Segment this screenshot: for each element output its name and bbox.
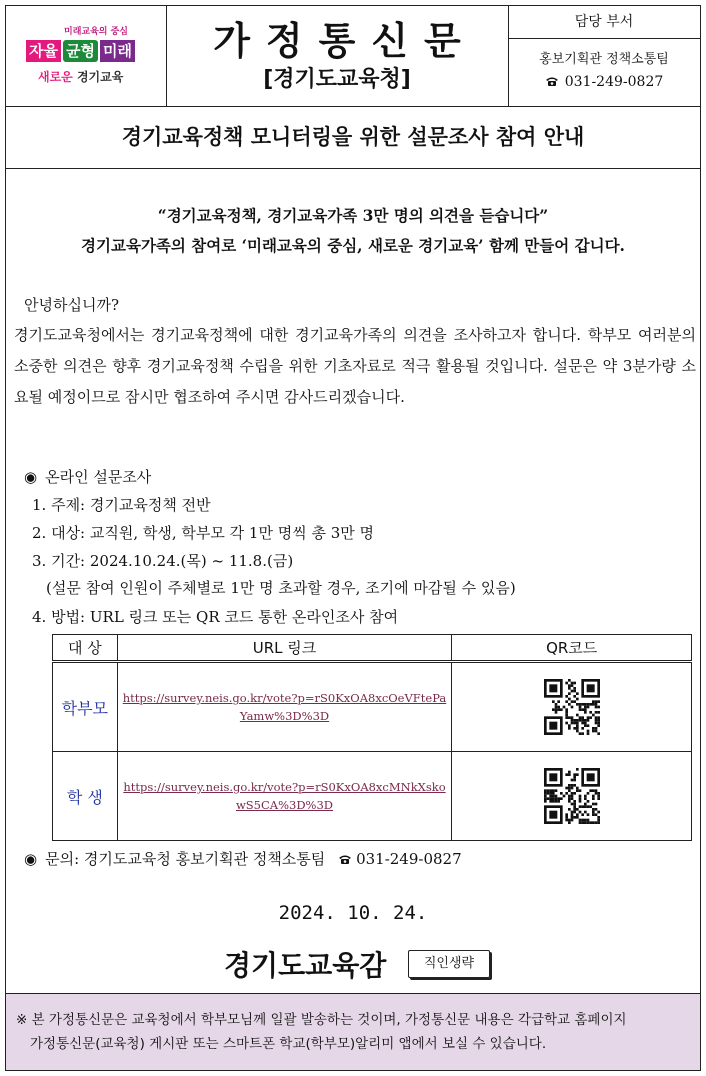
student-survey-link[interactable] bbox=[117, 752, 452, 841]
table-row bbox=[53, 752, 692, 841]
inquiry-phone: 031-249-0827 bbox=[356, 850, 462, 868]
header bbox=[6, 6, 700, 107]
logo-tagline bbox=[38, 68, 123, 85]
survey-item-topic: 1. 주제: 경기교육정책 전반 bbox=[32, 496, 211, 514]
department-name: 홍보기획관 정책소통팀 bbox=[539, 52, 669, 67]
student-qr-code[interactable] bbox=[544, 768, 600, 824]
logo-tagline-rest: 경기교육 bbox=[72, 70, 124, 84]
survey-period-note: (설문 참여 인원이 주체별로 1만 명 초과할 경우, 조기에 마감될 수 있음) bbox=[46, 579, 516, 597]
phone-icon bbox=[545, 76, 559, 87]
footer-line-2: 가정통신문(교육청) 게시판 또는 스마트폰 학교(학부모)알리미 앱에서 보실 수 있습니다. bbox=[30, 1036, 547, 1052]
parent-qr-cell bbox=[452, 662, 692, 752]
page-subtitle: [경기도교육청] bbox=[263, 67, 411, 92]
student-survey-link-text[interactable]: https://survey.neis.go.kr/vote?p=rS0KxOA8xcMNkXskowS5CA%3D%3D bbox=[123, 780, 446, 812]
footer-line-1: ※ 본 가정통신문은 교육청에서 학부모님께 일괄 발송하는 것이며, 가정통신문 내용은 각급학교 홈페이지 bbox=[16, 1012, 627, 1028]
intro-paragraph: 경기도교육청에서는 경기교육정책에 대한 경기교육가족의 의견을 조사하고자 합니다. 학부모 여러분의 소중한 의견은 향후 경기교육정책 수립을 위한 기초자료로 적극 활용될 것입니다. 설문은 약 3분가량 소요될 예정이므로 잠시만 협조하여 주시면 감사드리겠습니다. bbox=[14, 326, 696, 406]
department-block bbox=[508, 6, 700, 106]
row-target-student: 학 생 bbox=[53, 752, 118, 841]
page-title: 가정통신문 bbox=[213, 19, 477, 63]
table-header-qr: QR코드 bbox=[452, 635, 692, 662]
issue-date: 2024. 10. 24. bbox=[278, 902, 428, 924]
logo-slogan: 미래교육의 중심 bbox=[64, 27, 128, 37]
parent-survey-link[interactable] bbox=[117, 662, 452, 752]
seal-omitted: 직인생략 bbox=[408, 950, 490, 978]
table-header-url: URL 링크 bbox=[117, 635, 452, 662]
logo-word-2: 균형 bbox=[63, 40, 98, 62]
department-phone bbox=[508, 74, 700, 90]
inquiry-text: 문의: 경기도교육청 홍보기획관 정책소통팀 bbox=[45, 850, 326, 868]
table-header-row bbox=[53, 635, 692, 662]
logo-word-3: 미래 bbox=[100, 40, 135, 62]
student-qr-cell bbox=[452, 752, 692, 841]
notice-page bbox=[5, 5, 701, 1071]
quote-line-1: “경기교육정책, 경기교육가족 3만 명의 의견을 듣습니다” bbox=[157, 206, 549, 225]
survey-heading bbox=[24, 466, 151, 487]
notice-title: 경기교육정책 모니터링을 위한 설문조사 참여 안내 bbox=[6, 106, 700, 169]
survey-item-target: 2. 대상: 교직원, 학생, 학부모 각 1만 명씩 총 3만 명 bbox=[32, 524, 375, 542]
logo bbox=[6, 6, 167, 106]
inquiry-bullet: ◉ bbox=[24, 850, 38, 868]
department-label: 담당 부서 bbox=[508, 6, 700, 39]
logo-words bbox=[26, 40, 135, 62]
signature: 경기도교육감 bbox=[224, 949, 387, 982]
greeting: 안녕하십니까? bbox=[24, 296, 119, 314]
department-phone-number: 031-249-0827 bbox=[564, 74, 664, 90]
survey-links-table bbox=[52, 634, 692, 841]
table-header-target: 대 상 bbox=[53, 635, 118, 662]
survey-bullet: ◉ bbox=[24, 468, 38, 486]
survey-item-period: 3. 기간: 2024.10.24.(목) ~ 11.8.(금) bbox=[32, 552, 294, 570]
parent-survey-link-text[interactable]: https://survey.neis.go.kr/vote?p=rS0KxOA8xcOeVFtePaYamw%3D%3D bbox=[122, 691, 447, 723]
row-target-parent: 학부모 bbox=[53, 662, 118, 752]
footer-note bbox=[6, 993, 700, 1070]
quote-line-2: 경기교육가족의 참여로 ‘미래교육의 중심, 새로운 경기교육’ 함께 만들어 갑니다. bbox=[81, 236, 625, 255]
inquiry bbox=[24, 848, 462, 869]
phone-icon bbox=[338, 854, 352, 865]
logo-tagline-highlight: 새로운 bbox=[38, 70, 73, 84]
table-row bbox=[53, 662, 692, 752]
survey-item-method: 4. 방법: URL 링크 또는 QR 코드 통한 온라인조사 참여 bbox=[32, 608, 399, 626]
parent-qr-code[interactable] bbox=[544, 679, 600, 735]
logo-word-1: 자율 bbox=[26, 40, 61, 62]
survey-heading-text: 온라인 설문조사 bbox=[45, 468, 152, 486]
title-block bbox=[166, 6, 509, 106]
